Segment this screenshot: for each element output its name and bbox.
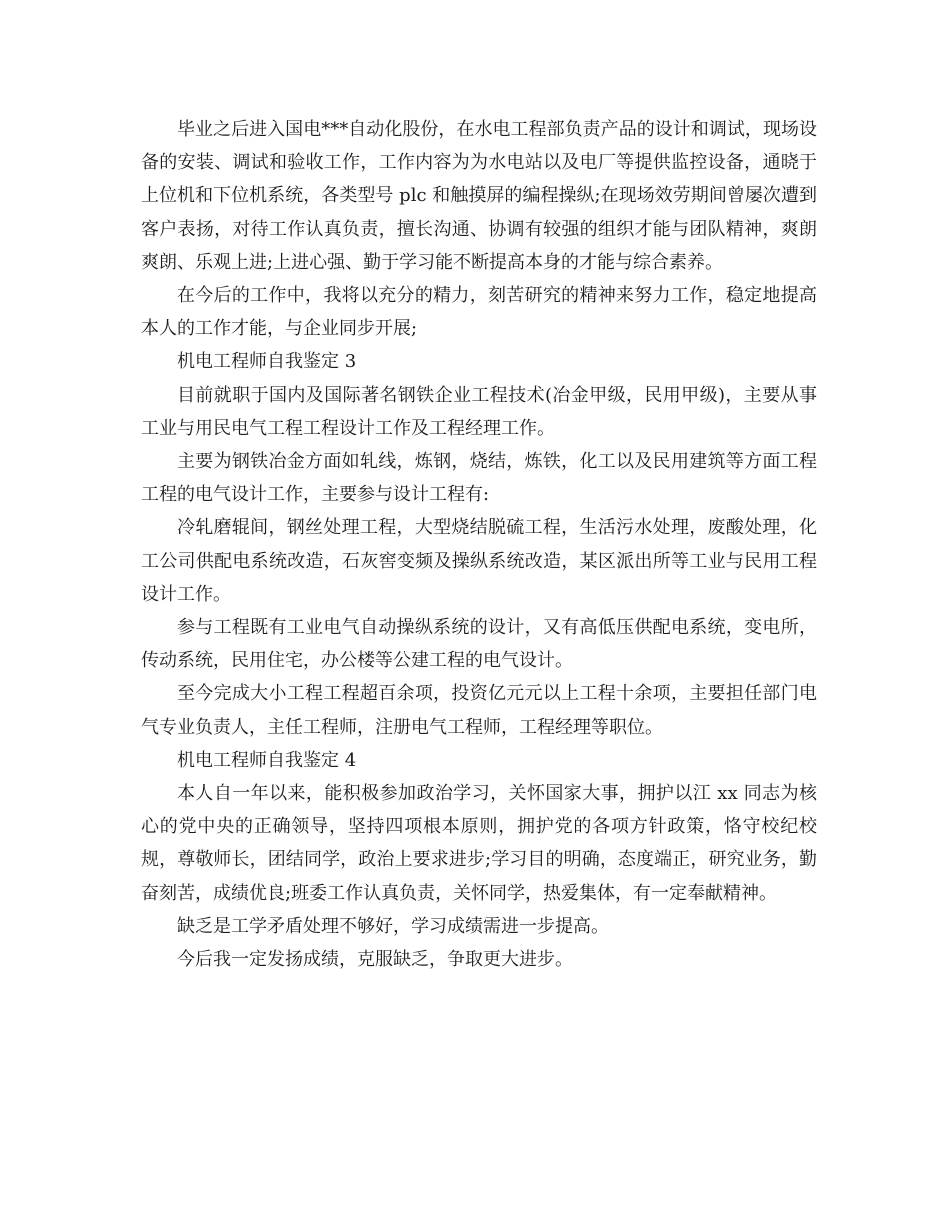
paragraph-resolution: 今后我一定发扬成绩，克服缺乏，争取更大进步。 <box>177 949 573 971</box>
section-heading-4: 机电工程师自我鉴定 4 <box>177 749 357 771</box>
document-body <box>141 113 817 976</box>
paragraph-self-assessment: 本人自一年以来，能积极参加政治学习，关怀国家大事，拥护以江 xx 同志为核心的党中央的正确领导，坚持四项根本原则，拥护党的各项方针政策，恪守校纪校规，尊敬师长，团结同学，政治上要求进步;学习目的明确，态度端正，研究业务，勤奋刻苦，成绩优良;班委工作认真负责，关怀同学，热爱集体，有一定奉献精神。 <box>141 783 817 904</box>
paragraph-achievements: 至今完成大小工程工程超百余项，投资亿元元以上工程十余项，主要担任部门电气专业负责人，主任工程师，注册电气工程师，工程经理等职位。 <box>141 683 817 738</box>
section-heading-3: 机电工程师自我鉴定 3 <box>177 351 357 373</box>
paragraph-future-plan: 在今后的工作中，我将以充分的精力，刻苦研究的精神来努力工作，稳定地提高本人的工作才能，与企业同步开展; <box>141 285 817 340</box>
paragraph-project-list: 冷轧磨辊间，钢丝处理工程，大型烧结脱硫工程，生活污水处理，废酸处理，化工公司供配电系统改造，石灰窖变频及操纵系统改造，某区派出所等工业与民用工程设计工作。 <box>141 517 817 605</box>
paragraph-current-position: 目前就职于国内及国际著名钢铁企业工程技术(冶金甲级，民用甲级)，主要从事工业与用民电气工程工程设计工作及工程经理工作。 <box>141 384 817 439</box>
paragraph-project-scope: 参与工程既有工业电气自动操纵系统的设计，又有高低压供配电系统，变电所，传动系统，民用住宅，办公楼等公建工程的电气设计。 <box>141 617 817 672</box>
paragraph-main-work: 主要为钢铁冶金方面如轧线，炼钢，烧结，炼铁，化工以及民用建筑等方面工程工程的电气设计工作，主要参与设计工程有: <box>141 451 817 506</box>
paragraph-employment-history: 毕业之后进入国电***自动化股份，在水电工程部负责产品的设计和调试，现场设备的安装、调试和验收工作，工作内容为为水电站以及电厂等提供监控设备，通晓于上位机和下位机系统，各类型号 plc 和触摸屏的编程操纵;在现场效劳期间曾屡次遭到客户表扬，对待工作认真负责，擅长沟通、协调有较强的组织才能与团队精神，爽朗爽朗、乐观上进;上进心强、勤于学习能不断提高本身的才能与综合素养。 <box>141 119 817 273</box>
paragraph-shortcomings: 缺乏是工学矛盾处理不够好，学习成绩需进一步提高。 <box>177 915 609 937</box>
